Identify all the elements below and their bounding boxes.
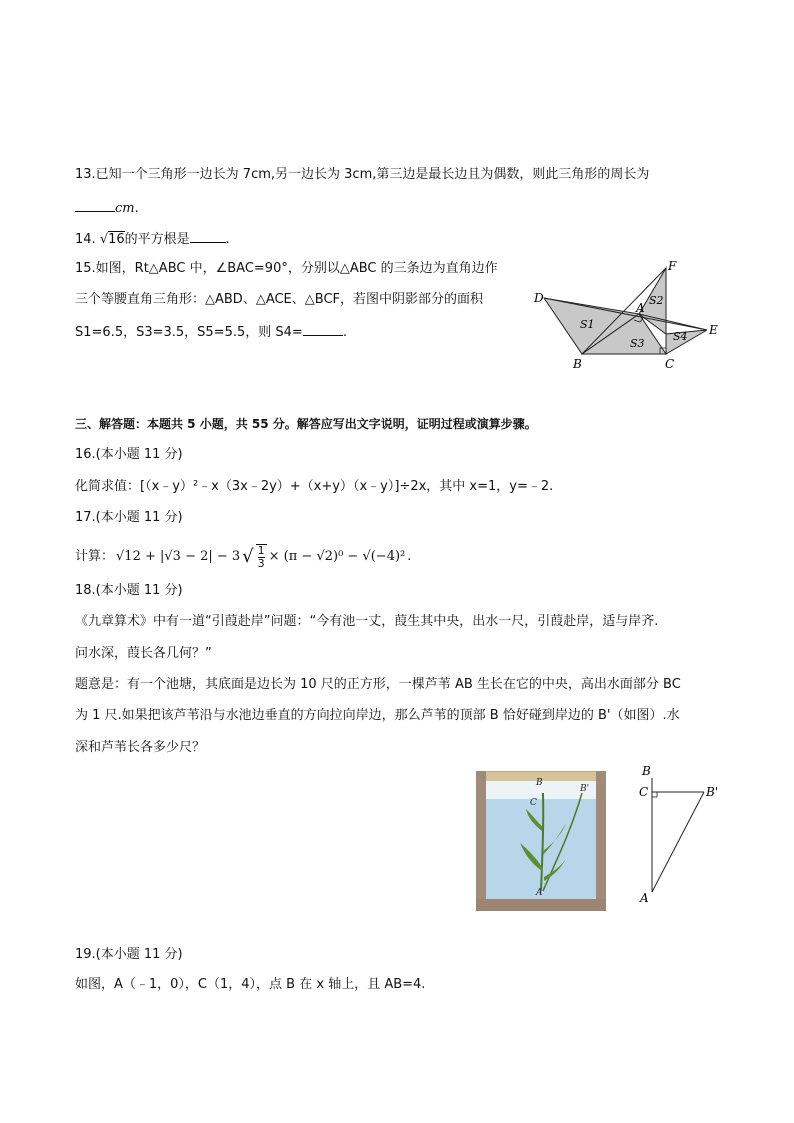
label-f: F bbox=[668, 259, 677, 273]
q15-line1: 15.如图，Rt△ABC 中，∠BAC=90°，分别以△ABC 的三条边为直角边作 bbox=[75, 261, 498, 276]
tri-label-c: C bbox=[639, 785, 649, 799]
pic-label-bp: B' bbox=[580, 784, 590, 794]
label-c: C bbox=[665, 357, 675, 371]
pic-label-c: C bbox=[530, 798, 537, 808]
q15-answer-blank[interactable] bbox=[303, 322, 343, 336]
q15-line2: 三个等腰直角三角形：△ABD、△ACE、△BCF，若图中阴影部分的面积 bbox=[75, 292, 484, 307]
q19-header: 19.(本小题 11 分) bbox=[75, 947, 183, 962]
q18-triangle-figure bbox=[636, 760, 726, 910]
q17-header: 17.(本小题 11 分) bbox=[75, 510, 183, 525]
tri-label-a: A bbox=[640, 891, 649, 905]
q17-frac-num: 1 bbox=[257, 544, 265, 557]
q14-radicand: 16 bbox=[108, 232, 125, 247]
q18-line1: 《九章算术》中有一道“引葭赴岸”问题：“今有池一丈，葭生其中央，出水一尺，引葭赴岸，适与岸齐. bbox=[75, 614, 659, 629]
q17-expr1: √12 + |√3 − 2| − 3 bbox=[116, 549, 241, 564]
q17-end: . bbox=[407, 549, 412, 564]
label-s4: S4 bbox=[673, 330, 688, 343]
label-s2: S2 bbox=[649, 294, 664, 307]
q18-line4: 为 1 尺.如果把该芦苇沿与水池边垂直的方向拉向岸边，那么芦苇的顶部 B 恰好碰到岸边的 B'（如图）.水 bbox=[75, 708, 680, 723]
sqrt-icon: √ bbox=[99, 232, 109, 247]
q15-condition: S1=6.5，S3=3.5，S5=5.5，则 S4= bbox=[75, 325, 303, 340]
q17-expression bbox=[75, 544, 411, 570]
q17-fraction bbox=[256, 544, 267, 570]
q13-unit: cm. bbox=[115, 201, 139, 216]
pic-label-b: B bbox=[536, 778, 543, 788]
tri-label-bp: B' bbox=[706, 785, 719, 799]
q17-expr2: × (π − √2)⁰ − √(−4)² bbox=[268, 549, 406, 564]
label-e: E bbox=[709, 323, 718, 337]
pond-reed-picture bbox=[476, 771, 606, 911]
sqrt-icon: √ bbox=[242, 546, 254, 567]
q17-prefix: 计算： bbox=[75, 549, 115, 564]
pic-label-a: A bbox=[536, 888, 543, 898]
q14-end: . bbox=[225, 232, 230, 247]
q18-line3: 题意是：有一个池塘，其底面是边长为 10 尺的正方形，一棵芦苇 AB 生长在它的中央，高出水面部分 BC bbox=[75, 677, 681, 692]
q14-line bbox=[75, 229, 230, 249]
label-s3: S3 bbox=[630, 337, 645, 350]
label-b: B bbox=[573, 357, 582, 371]
label-d: D bbox=[534, 291, 544, 305]
q14-prefix: 14. bbox=[75, 232, 100, 247]
q16-header: 16.(本小题 11 分) bbox=[75, 447, 183, 462]
q19-body: 如图，A（﹣1，0），C（1，4），点 B 在 x 轴上，且 AB=4. bbox=[75, 977, 426, 992]
label-s1: S1 bbox=[580, 318, 595, 331]
section-3-heading: 三、解答题：本题共 5 小题，共 55 分。解答应写出文字说明，证明过程或演算步骤。 bbox=[75, 417, 537, 431]
q13-line2 bbox=[75, 198, 139, 218]
q15-line3 bbox=[75, 322, 347, 342]
q14-answer-blank[interactable] bbox=[190, 229, 226, 243]
q18-line5: 深和芦苇长各多少尺？ bbox=[75, 740, 206, 755]
q17-frac-den: 3 bbox=[257, 557, 265, 570]
tri-label-b: B bbox=[642, 764, 651, 778]
q14-text: 的平方根是 bbox=[124, 232, 190, 247]
q18-header: 18.(本小题 11 分) bbox=[75, 583, 183, 598]
q13-answer-blank[interactable] bbox=[75, 198, 115, 212]
q15-figure bbox=[530, 258, 730, 374]
q13-line1: 13.已知一个三角形一边长为 7cm,另一边长为 3cm,第三边是最长边且为偶数，则此三角形的周长为 bbox=[75, 167, 650, 182]
q18-line2: 问水深，葭长各几何？” bbox=[75, 646, 212, 661]
q16-body: 化简求值：[（x﹣y）²﹣x（3x﹣2y）+（x+y）（x﹣y）]÷2x，其中 x=1，y=﹣2. bbox=[75, 479, 554, 494]
q15-end: . bbox=[342, 325, 347, 340]
label-a: A bbox=[636, 301, 645, 315]
